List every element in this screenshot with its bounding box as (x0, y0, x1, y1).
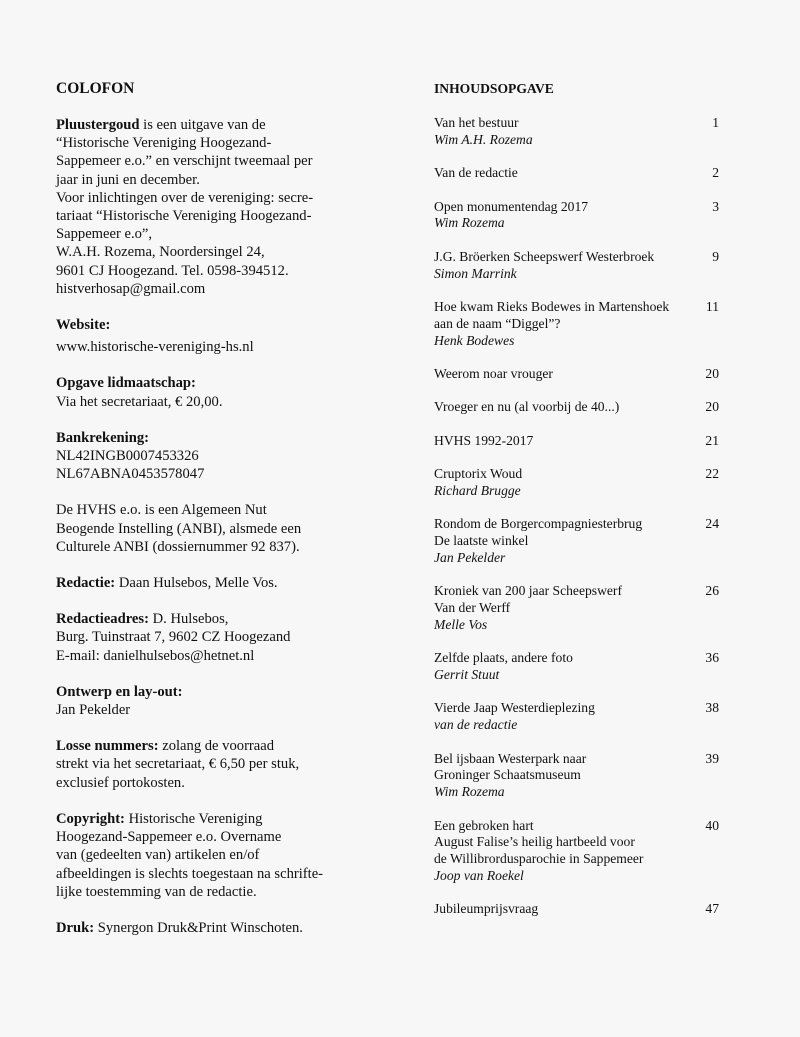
membership-block (56, 374, 376, 410)
toc-entry-author: Wim A.H. Rozema (434, 131, 533, 147)
bank-label: Bankrekening: (56, 429, 149, 446)
toc-entry-author: Gerrit Stuut (434, 667, 500, 683)
toc-entry-title: Cruptorix Woud (434, 466, 523, 482)
toc-entry (434, 299, 719, 349)
redactie-block (56, 574, 376, 592)
toc-entry (434, 901, 719, 918)
toc-entry-title: Van de redactie (434, 165, 518, 181)
intro-line: 9601 CJ Hoogezand. Tel. 0598-394512. (56, 262, 289, 279)
toc-column (434, 81, 719, 935)
toc-entry-title: Zelfde plaats, andere foto (434, 650, 573, 666)
toc-entry-page: 24 (705, 516, 719, 532)
toc-entry-page: 26 (705, 583, 719, 599)
toc-entry (434, 583, 719, 633)
intro-line: W.A.H. Rozema, Noordersingel 24, (56, 244, 265, 261)
membership-text: Via het secretariaat, € 20,00. (56, 393, 223, 410)
intro-line: Voor inlichtingen over de vereniging: secre- (56, 189, 314, 206)
issues-line: strekt via het secretariaat, € 6,50 per stuk, (56, 756, 300, 773)
toc-entry-author: Joop van Roekel (434, 868, 524, 884)
toc-entry-title: Een gebroken hart (434, 817, 534, 833)
anbi-line: Culturele ANBI (dossiernummer 92 837). (56, 538, 300, 555)
toc-entry-title: Vroeger en nu (al voorbij de 40...) (434, 399, 620, 415)
issues-line: exclusief portokosten. (56, 774, 185, 791)
toc-entry-title: de Willibrordusparochie in Sappemeer (434, 851, 644, 867)
website-label: Website: (56, 317, 111, 334)
address-line: E-mail: danielhulsebos@hetnet.nl (56, 647, 255, 664)
redactie-label: Redactie: (56, 575, 116, 592)
toc-entry (434, 751, 719, 801)
print-block (56, 919, 376, 937)
bank-account: NL42INGB0007453326 (56, 448, 199, 465)
address-block (56, 610, 376, 665)
toc-entry-author: Wim Rozema (434, 784, 505, 800)
intro-line: Sappemeer e.o”, (56, 226, 153, 243)
toc-entry-page: 1 (712, 115, 719, 130)
toc-entry-title: Van der Werff (434, 600, 511, 616)
intro-line: tariaat “Historische Vereniging Hoogezand- (56, 208, 312, 225)
copyright-line: Historische Vereniging (124, 810, 263, 827)
toc-entry (434, 115, 719, 149)
toc-entry-page: 11 (705, 298, 719, 314)
toc-entry-title: aan de naam “Diggel”? (434, 315, 561, 331)
intro-line: is een uitgave van de (139, 117, 266, 133)
toc-entry-page: 47 (705, 901, 719, 917)
toc-entry-author: Simon Marrink (434, 265, 517, 281)
toc-entry-author: Henk Bodewes (434, 332, 515, 348)
toc-entry (434, 516, 719, 566)
toc-entry-page: 40 (705, 817, 719, 833)
intro-line: Sappemeer e.o.” en verschijnt tweemaal per (56, 153, 313, 170)
toc-entry-title: Groninger Schaatsmuseum (434, 767, 581, 783)
website-block (56, 316, 376, 356)
print-label: Druk: (56, 919, 95, 936)
toc-entry-author: Melle Vos (434, 616, 488, 632)
colofon-column (56, 80, 376, 955)
colofon-title: COLOFON (56, 80, 135, 97)
copyright-line: lijke toestemming van de redactie. (56, 883, 257, 900)
design-label: Ontwerp en lay-out: (56, 683, 183, 700)
toc-entry-author: Richard Brugge (434, 482, 521, 498)
toc-entry-title: Rondom de Borgercompagniesterbrug (434, 516, 643, 532)
issues-label: Losse nummers: (56, 738, 159, 755)
copyright-line: van (gedeelten van) artikelen en/of (56, 847, 260, 864)
toc-entry (434, 199, 719, 233)
toc-entry (434, 650, 719, 684)
toc-entry-page: 9 (712, 248, 719, 264)
copyright-label: Copyright: (56, 810, 125, 827)
toc-entry-page: 22 (705, 466, 719, 482)
toc-entry-title: August Falise’s heilig hartbeeld voor (434, 834, 635, 850)
toc-entry (434, 399, 719, 416)
issues-block (56, 737, 376, 792)
toc-entry-page: 20 (705, 365, 719, 381)
toc-entry-author: Wim Rozema (434, 215, 505, 231)
toc-entry (434, 433, 719, 450)
toc-entry-page: 39 (705, 750, 719, 766)
design-text: Jan Pekelder (56, 702, 131, 719)
toc-entry-title: HVHS 1992-2017 (434, 432, 534, 448)
toc-entry (434, 818, 719, 885)
copyright-line: Hoogezand-Sappemeer e.o. Overname (56, 829, 282, 846)
toc-entry-page: 20 (705, 399, 719, 415)
toc-entry (434, 466, 719, 500)
membership-label: Opgave lidmaatschap: (56, 375, 196, 392)
toc-entry-title: Weerom noar vrouger (434, 365, 553, 381)
toc-entry-title: Kroniek van 200 jaar Scheepswerf (434, 583, 622, 599)
anbi-block (56, 501, 376, 556)
toc-entry-author: van de redactie (434, 717, 518, 733)
toc-entry-page: 38 (705, 700, 719, 716)
website-link: www.historische-vereniging-hs.nl (56, 339, 254, 356)
address-line: D. Hulsebos, (148, 611, 229, 628)
toc-entry-page: 21 (705, 432, 719, 448)
design-block (56, 683, 376, 719)
toc-entry-title: J.G. Bröerken Scheepswerf Westerbroek (434, 248, 655, 264)
toc-entry-page: 3 (712, 198, 719, 214)
toc-entry-page: 36 (705, 650, 719, 666)
toc-entry (434, 249, 719, 283)
address-line: Burg. Tuinstraat 7, 9602 CZ Hoogezand (56, 629, 291, 646)
brand-name: Pluustergoud (56, 117, 140, 133)
anbi-line: Beogende Instelling (ANBI), alsmede een (56, 520, 302, 537)
intro-line: “Historische Vereniging Hoogezand- (56, 135, 272, 152)
redactie-text: Daan Hulsebos, Melle Vos. (115, 575, 278, 592)
toc-entry-page: 2 (712, 165, 719, 181)
issues-line: zolang de voorraad (158, 738, 275, 755)
email-address: histverhosap@gmail.com (56, 280, 206, 297)
toc-title: INHOUDSOPGAVE (434, 81, 554, 96)
colofon-intro (56, 116, 376, 298)
toc-entry-title: Vierde Jaap Westerdieplezing (434, 700, 595, 716)
copyright-line: afbeeldingen is slechts toegestaan na schrifte- (56, 865, 324, 882)
toc-entry (434, 700, 719, 734)
anbi-line: De HVHS e.o. is een Algemeen Nut (56, 502, 267, 519)
copyright-block (56, 810, 376, 901)
toc-entry-title: Open monumentendag 2017 (434, 198, 589, 214)
toc-entry-title: Jubileumprijsvraag (434, 901, 539, 917)
bank-account: NL67ABNA0453578047 (56, 466, 205, 483)
address-label: Redactieadres: (56, 611, 149, 628)
bank-block (56, 429, 376, 484)
toc-entry-title: De laatste winkel (434, 533, 529, 549)
print-text: Synergon Druk&Print Winschoten. (94, 919, 303, 936)
intro-line: jaar in juni en december. (56, 171, 200, 188)
toc-entry-title: Bel ijsbaan Westerpark naar (434, 750, 587, 766)
toc-entry-title: Van het bestuur (434, 115, 519, 130)
toc-entry (434, 165, 719, 182)
toc-entry-title: Hoe kwam Rieks Bodewes in Martenshoek (434, 298, 670, 314)
toc-entry-author: Jan Pekelder (434, 549, 506, 565)
toc-entry (434, 366, 719, 383)
toc-list (434, 115, 719, 918)
